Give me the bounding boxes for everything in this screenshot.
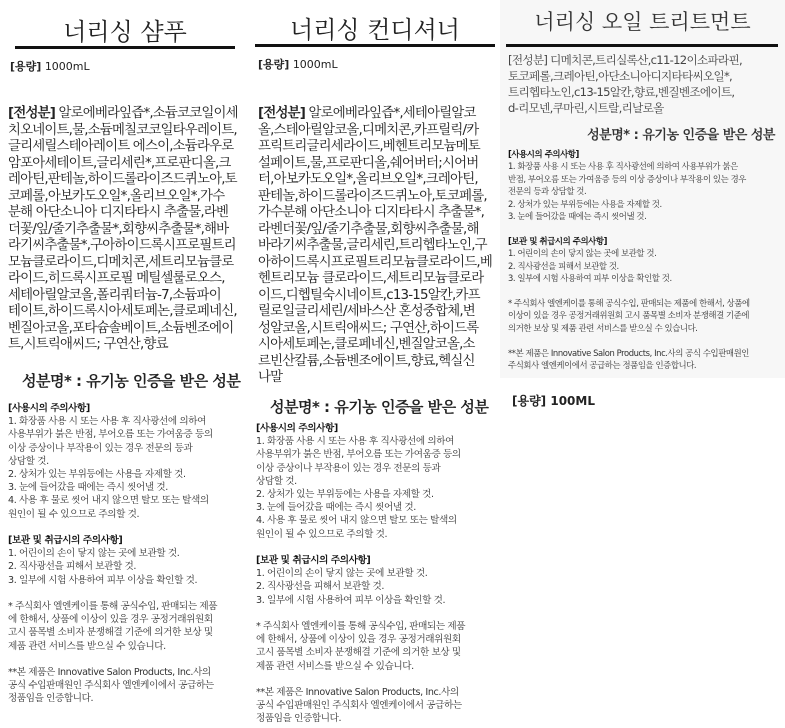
storage-heading: [보관 및 취급시의 주의사항]	[256, 555, 371, 567]
ingredients-label: [전성분]	[8, 106, 56, 121]
ingredients-label: [전성분]	[258, 106, 306, 121]
ingredients-text: 알로에베라잎즙*,소듐코코일이세 치오네이트,물,소듐메칠코코일타우레이트, 글리세릴스테아레이트 에스이,소듐라우로 암포아세테이트,글리세린*,프로판디올,크 레아틴,판테놀,하이드롤라이즈드퀴노아,토 코페롤,아보카도오일*,올리브오일*,가수 분해 아단소니아 디지타타시 추출물,라벤 더꽃/잎/줄기추출물*,회향씨추출물*,해바 라기씨추출물*,구아하이드록시프로필트리 모늄클로라이드,디메치콘,세트리모늄클로 라이드,히드록시프로필 메틸셀룰로오스, 세테아릴알코올,폴리쿼터늄-7,소듐파이 테이트,하이드록시아세토페논,클로페네신, 벤질아코올,포타슘솔베이트,소듐벤조에이 트,시트릭애씨드; 구연산,향료	[8, 106, 238, 352]
volume	[10, 58, 90, 74]
title-divider	[255, 44, 495, 47]
ingredients-label: [전성분]	[508, 53, 548, 67]
organic-note: 성분명* : 유기농 인증을 받은 성분	[270, 398, 489, 416]
usage-heading: [사용시의 주의사항]	[256, 423, 338, 434]
storage-text: 1. 어린이의 손이 닿지 않는 곳에 보관할 것. 2. 직사광선을 피해서 보관할 것. 3. 일부에 시험 사용하여 피부 이상을 확인할 것.	[8, 548, 198, 586]
storage-text: 1. 어린이의 손이 닿지 않는 곳에 보관할 것. 2. 직사광선을 피해서 보관할 것. 3. 일부에 시험 사용하여 피부 이상을 확인할 것.	[256, 568, 446, 606]
ingredients-text: 알로에베라잎즙*,세테아릴알코 올,스테아릴알코올,디메치콘,카프릴릭/카 프릭트리글리세라이드,베헨트리모늄메토 설페이트,물,프로판디올,쉐어버터;시어버 터,아보카도오일*,올리브오일*,크레아틴, 판테놀,하이드롤라이즈드퀴노아,토코페롤, 가수분해 아단소니아 디지타타시 추출물*, 라벤더꽃/잎/줄기추출물,회향씨추출물,해 바라기씨추출물,글리세린,트리헵타노인,구 아하이드록시프로필트리모늄클로라이드,베 헨트리모늄 클로라이드,세트리모늄클로라 이드,디헵틸숙시네이트,c13-15알칸,카프 릴로일글리세린/세바스산 혼성중합체,변 성알코올,시트릭애씨드; 구연산,하이드록 시아세토페논,클로페네신,벤질알코올,소 르빈산칼륨,소듐벤조에이트,향료,헥실신 나말	[258, 106, 493, 385]
usage-heading: [사용시의 주의사항]	[508, 149, 579, 159]
title-divider	[15, 46, 235, 49]
usage-text: 1. 화장품 사용 시 또는 사용 후 직사광선에 의하여 사용부위가 붉은 반점, 부어오름 또는 가여움증 등의 이상 증상이나 부작용이 있는 경우 전문의 등과 상담할 것. 2. 상처가 있는 부위등에는 사용을 자제할 것. 3. 눈에 들어갔을 때에는 즉시 씻어낼 것. 4. 사용 후 물로 씻어 내지 않으면 탈모 또는 탈색의 원인이 될 수 있으므로 주의할 것.	[8, 416, 213, 520]
authenticity-text: **본 제품은 Innovative Salon Products, Inc.사의 공식 수입판매원인 주식회사 엘엔케이에서 공급하는 정품임을 인증합니다.	[8, 667, 214, 705]
volume-label: [용량]	[258, 58, 290, 71]
product-title: 너리싱 컨디셔너	[290, 16, 460, 44]
authenticity-text: **본 제품은 Innovative Salon Products, Inc.사의 공식 수입판매원인 주식회사 엘엔케이에서 공급하는 정품임을 인증합니다.	[508, 347, 749, 370]
ingredients	[508, 52, 742, 116]
warranty-text: * 주식회사 엘엔케이를 통해 공식수입, 판매되는 제품에 한해서, 상품에 이상이 있을 경우 공정거래위원회 고시 품목별 소비자 분쟁해결 기준에 의거한 보상 및 제품 관련 서비스를 받으실 수 있습니다.	[508, 297, 750, 333]
usage-text: 1. 화장품 사용 시 또는 사용 후 직사광선에 의하여 사용부위가 붉은 반점, 부어오름 또는 가여움증 등의 이상 증상이나 부작용이 있는 경우 전문의 등과 상담할 것. 2. 상처가 있는 부위등에는 사용을 자제할 것. 3. 눈에 들어갔을 때에는 즉시 씻어낼 것.	[508, 161, 746, 222]
organic-note: 성분명* : 유기농 인증을 받은 성분	[587, 128, 775, 143]
ingredients-text: 디메치콘,트리실록산,c11-12이소파라핀, 토코페롤,크레아틴,아단소니아디지타타씨오일*, 트리헵타노인,c13-15알칸,향료,벤질벤조에이트, d-리모넨,쿠마린,시트랄,리날로올	[508, 53, 742, 115]
volume-label: [용량]	[10, 60, 42, 73]
product-title: 너리싱 샴푸	[63, 18, 187, 46]
product-title: 너리싱 오일 트리트먼트	[534, 10, 751, 34]
volume-value: 1000mL	[44, 60, 90, 73]
organic-note: 성분명* : 유기농 인증을 받은 성분	[22, 372, 241, 390]
volume-value: 100ML	[550, 394, 595, 408]
authenticity-text: **본 제품은 Innovative Salon Products, Inc.사의 공식 수입판매원인 주식회사 엘엔케이에서 공급하는 정품임을 인증합니다.	[256, 687, 462, 725]
oil-volume	[512, 392, 595, 409]
notices	[8, 402, 217, 706]
oil-treatment-column	[500, 0, 785, 378]
title-divider	[506, 44, 778, 47]
volume	[258, 56, 338, 72]
ingredients	[8, 106, 238, 354]
storage-text: 1. 어린이의 손이 닿지 않는 곳에 보관할 것. 2. 직사광선을 피해서 보관할 것. 3. 일부에 시험 사용하여 피부 이상을 확인할 것.	[508, 248, 672, 284]
usage-heading: [사용시의 주의사항]	[8, 403, 90, 414]
usage-text: 1. 화장품 사용 시 또는 사용 후 직사광선에 의하여 사용부위가 붉은 반점, 부어오름 또는 가여움증 등의 이상 증상이나 부작용이 있는 경우 전문의 등과 상담할 것. 2. 상처가 있는 부위등에는 사용을 자제할 것. 3. 눈에 들어갔을 때에는 즉시 씻어낼 것. 4. 사용 후 물로 씻어 내지 않으면 탈모 또는 탈색의 원인이 될 수 있으므로 주의할 것.	[256, 436, 461, 540]
volume-value: 1000mL	[292, 58, 338, 71]
storage-heading: [보관 및 취급시의 주의사항]	[508, 235, 607, 246]
ingredients	[258, 106, 492, 387]
notices	[508, 148, 750, 371]
volume-label: [용량]	[512, 394, 547, 408]
warranty-text: * 주식회사 엘엔케이를 통해 공식수입, 판매되는 제품 에 한해서, 상품에 이상이 있을 경우 공정거래위원회 고시 품목별 소비자 분쟁해결 기준에 의거한 보상 및 제품 관련 서비스를 받으실 수 있습니다.	[256, 621, 466, 672]
storage-heading: [보관 및 취급시의 주의사항]	[8, 535, 123, 547]
warranty-text: * 주식회사 엘엔케이를 통해 공식수입, 판매되는 제품 에 한해서, 상품에 이상이 있을 경우 공정거래위원회 고시 품목별 소비자 분쟁해결 기준에 의거한 보상 및 제품 관련 서비스를 받으실 수 있습니다.	[8, 601, 218, 652]
notices	[256, 422, 465, 726]
